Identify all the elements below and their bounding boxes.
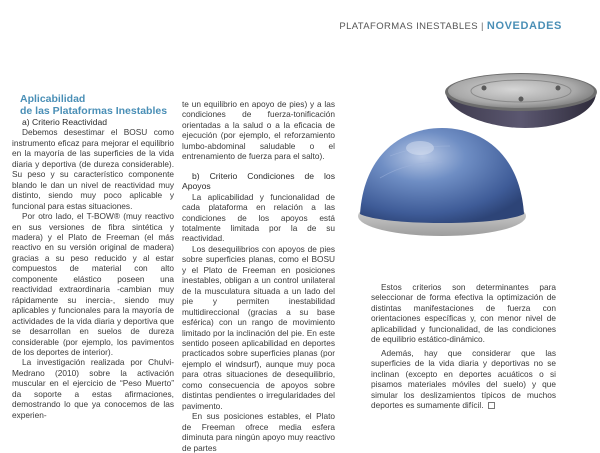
subhead-condiciones-apoyos: b) Criterio Condiciones de los Apoyos bbox=[182, 170, 335, 192]
inverted-platform bbox=[445, 73, 597, 128]
col3-paragraph-2-text: Además, hay que considerar que las superficies de la vida diaria y deportivas no se inclinan (excepto en deportes acuáticos o si pisamos materiales móviles del suelo) y que simular los deslizamientos típicos de muchos deportes es sumamente difícil. bbox=[371, 347, 556, 410]
subhead-reactividad: a) Criterio Reactividad bbox=[22, 117, 108, 127]
balance-platforms-photo bbox=[350, 66, 600, 256]
col1-paragraph-3: La investigación realizada por Chulvi-Medrano (2010) sobre la activación muscular en el ejercicio de “Peso Muerto” da soporte a estas afirmaciones, demostrando lo que ya conocemos de las experien- bbox=[12, 357, 174, 420]
article-title-line-2: de las Plataformas Inestables bbox=[20, 104, 168, 117]
section-label: PLATAFORMAS INESTABLES bbox=[339, 21, 479, 32]
category-label: NOVEDADES bbox=[486, 20, 562, 32]
bosu-dome bbox=[358, 128, 526, 236]
col2-paragraph-1: La aplicabilidad y funcionalidad de cada plataforma en relación a las condiciones de los apoyos está totalmente limitada por la de su reactividad. bbox=[182, 191, 335, 244]
col1-paragraph-1: Debemos desestimar el BOSU como instrumento eficaz para mejorar el equilibrio en la mayoría de las superficies de la vida diaria y deportiva (de dureza considerable). Su peso y su característico componente blando le dan un nivel de reactividad muy distinto, siendo muy poco aplicable y funcional para estas situaciones. bbox=[12, 127, 174, 211]
column-1 bbox=[12, 94, 174, 420]
col2-paragraph-3: En sus posiciones estables, el Plato de Freeman ofrece media esfera diminuta para ningún apoyo muy reactivo de partes bbox=[182, 411, 335, 453]
col3-paragraph-2 bbox=[371, 348, 556, 411]
end-of-article-icon bbox=[488, 402, 495, 409]
col2-continued-paragraph: te un equilibrio en apoyo de pies) y a las condiciones de fuerza-tonificación orientadas a la salud o a la eficacia de ejecución (por ejemplo, el reforzamiento lumbo-abdominal saludable o el entrenamiento de fuerza para el salto). bbox=[182, 99, 335, 162]
header-separator: | bbox=[481, 21, 484, 32]
column-3 bbox=[371, 282, 556, 410]
column-2 bbox=[182, 99, 335, 453]
article-title bbox=[12, 94, 174, 117]
article-title-line-1: Aplicabilidad bbox=[20, 93, 86, 105]
col1-paragraph-2: Por otro lado, el T-BOW® (muy reactivo en sus versiones de fibra sintética y madera) y el Plato de Freeman (el más reactivo en su versión original de madera) gracias a su peso reducido y al estar compuestos de material con alto componente elástico poseen una reactividad extraordinaria -cambian muy rápidamente su inercia-, siendo muy aplicables y funcionales para la mayoría de actividades de la vida diaria y deportiva que se desarrollan en suelos de dureza considerable (por ejemplo, los pavimentos de los deportes de interior). bbox=[12, 211, 174, 357]
page-header bbox=[339, 20, 562, 32]
col3-paragraph-1: Estos criterios son determinantes para seleccionar de forma efectiva la optimización de distintas manifestaciones de fuerza con orientaciones específicas y, con menor nivel de aplicabilidad y funcionalidad, de las condiciones de equilibrio estático-dinámico. bbox=[371, 282, 556, 345]
col2-paragraph-2: Los desequilibrios con apoyos de pies sobre superficies planas, como el BOSU y el Plato de Freeman en posiciones inestables, obligan a un control unilateral de la musculatura situada a un lado del pie y permiten inestabilidad multidireccional (gracias a su base esférica) con un rango de movimiento limitado por la inclinación del pie. En este sentido poseen aplicabilidad en deportes practicados sobre superficies planas (por ejemplo el windsurf), aunque muy poca para otras situaciones de desequilibrio, como consecuencia de apoyos sobre distintas pendientes o irregularidades del pavimento. bbox=[182, 243, 335, 411]
